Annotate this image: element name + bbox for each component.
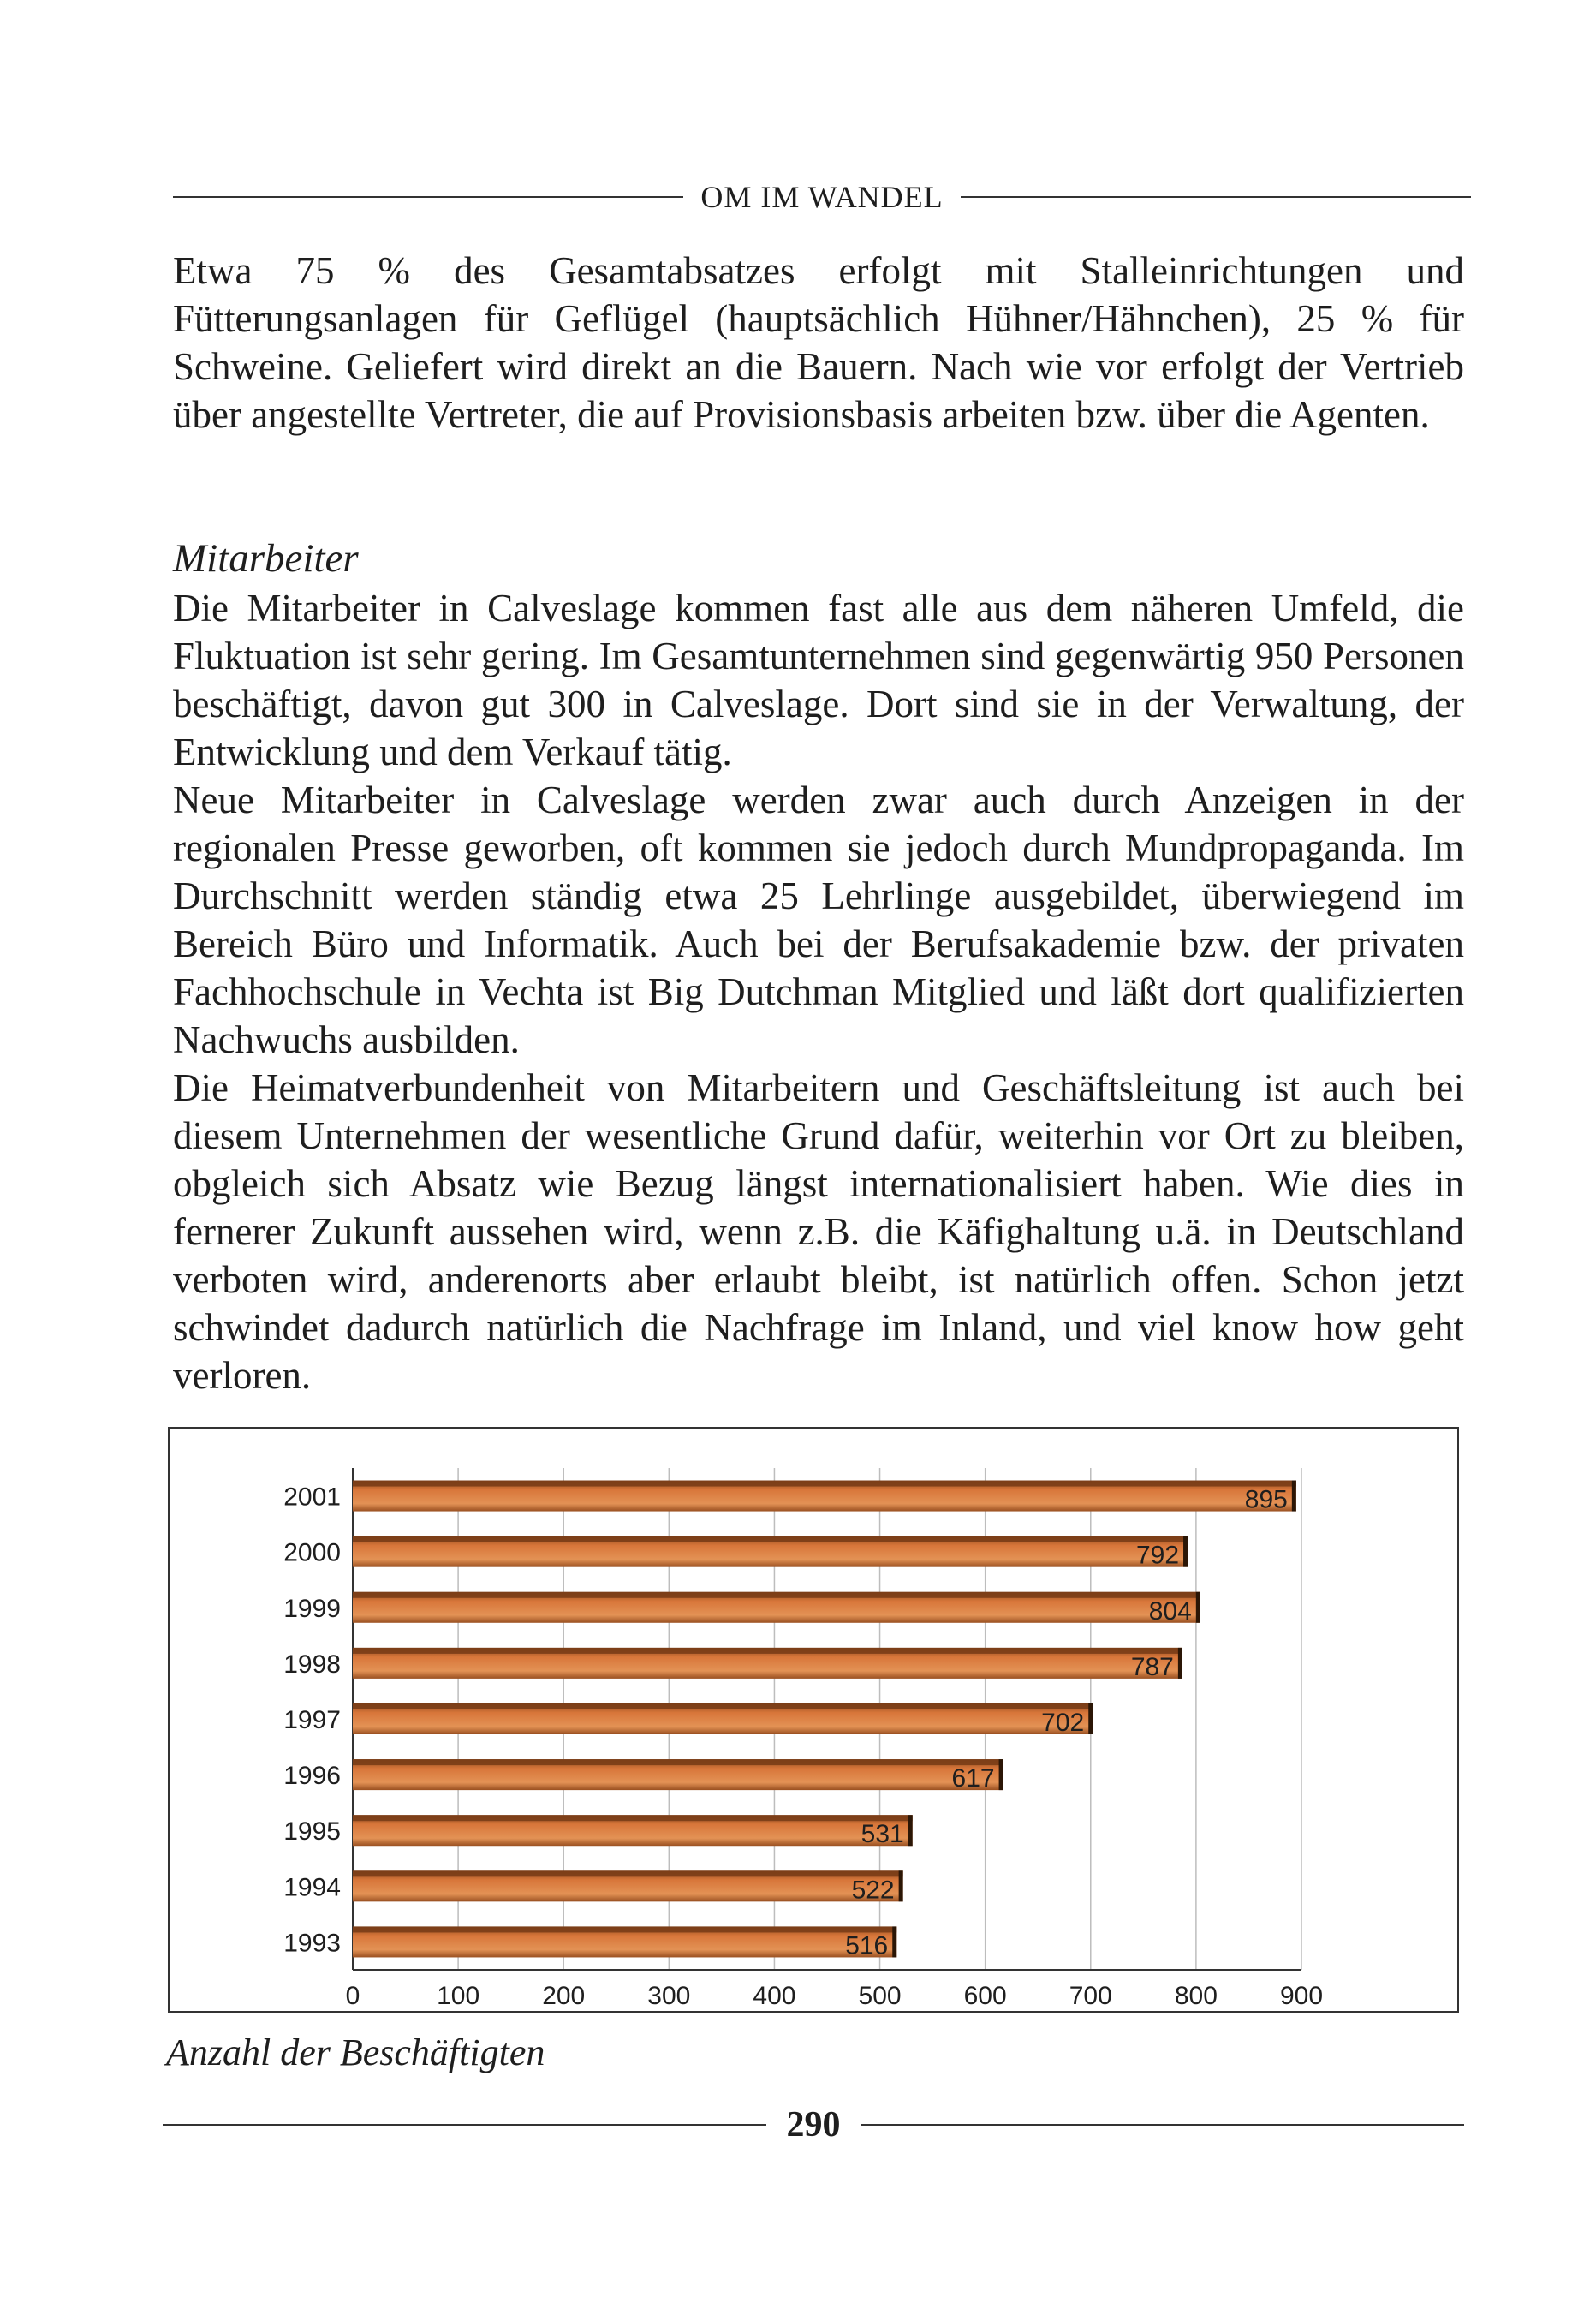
data-label: 792: [1135, 1541, 1180, 1570]
data-label: 531: [861, 1820, 904, 1849]
category-label: 1995: [283, 1817, 341, 1847]
data-label: 522: [851, 1876, 895, 1905]
bar-top-face: [353, 1648, 1182, 1654]
section-heading-mitarbeiter: Mitarbeiter: [173, 536, 359, 581]
data-label: 787: [1130, 1652, 1174, 1681]
category-label: 1996: [283, 1762, 341, 1791]
bar-top-face: [353, 1481, 1296, 1487]
bar-top-face: [353, 1815, 913, 1821]
bar-top-face: [353, 1870, 903, 1876]
data-label: 804: [1148, 1596, 1192, 1626]
bar-end-cap: [899, 1870, 903, 1901]
header-rule-right: [961, 196, 1471, 198]
x-tick-label: 0: [345, 1982, 360, 2010]
x-tick-label: 800: [1174, 1982, 1218, 2010]
footer-rule-right: [861, 2124, 1465, 2126]
footer-rule-left: [163, 2124, 766, 2126]
bar-top-face: [353, 1536, 1188, 1542]
bar-end-cap: [1196, 1592, 1200, 1623]
data-label: 895: [1244, 1485, 1288, 1514]
bar-top-face: [353, 1703, 1093, 1709]
x-tick-label: 900: [1279, 1982, 1324, 2010]
bar-top-face: [353, 1926, 896, 1932]
x-tick-label: 200: [542, 1982, 586, 2010]
running-header: [173, 178, 1471, 216]
paragraph-employees: Die Mitarbeiter in Calveslage kommen fast alle aus dem näheren Umfeld, die Fluktuation ist sehr gering. Im Gesamtunternehmen sind gegenwärtig 950 Personen beschäftigt, davon gut 300 in Calveslage. Dort sind sie in der Verwaltung, der Entwicklung und dem Verkauf tätig.: [173, 587, 1464, 773]
chart-caption: Anzahl der Beschäftigten: [166, 2032, 545, 2073]
category-label: 2000: [283, 1538, 341, 1567]
bar-end-cap: [999, 1759, 1003, 1790]
bar-end-cap: [1178, 1648, 1182, 1679]
paragraph-location: Die Heimatverbundenheit von Mitarbeitern und Geschäftsleitung ist auch bei diesem Unternehmen der wesentliche Grund dafür, weiterhin vor Ort zu bleiben, obgleich sich Absatz wie Bezug längst internationalisiert haben. Wie dies in fernerer Zukunft aussehen wird, wenn z.B. die Käfighaltung u.ä. in Deutschland verboten wird, anderenorts aber erlaubt bleibt, ist natürlich offen. Schon jetzt schwindet dadurch natürlich die Nachfrage im Inland, und viel know how geht verloren.: [173, 1066, 1464, 1397]
bar-end-cap: [908, 1815, 913, 1846]
header-rule-left: [173, 196, 683, 198]
category-label: 2001: [283, 1483, 341, 1512]
category-label: 1997: [283, 1706, 341, 1734]
bar-end-cap: [1088, 1703, 1093, 1734]
data-label: 617: [951, 1764, 995, 1793]
x-tick-label: 700: [1069, 1982, 1112, 2010]
x-tick-label: 100: [437, 1982, 480, 2010]
x-tick-label: 300: [647, 1982, 691, 2010]
category-label: 1994: [283, 1873, 341, 1902]
category-label: 1998: [283, 1650, 341, 1679]
employee-bar-chart: [168, 1427, 1459, 2013]
data-label: 702: [1041, 1709, 1085, 1737]
paragraph-recruiting: Neue Mitarbeiter in Calveslage werden zwar auch durch Anzeigen in der regionalen Presse geworben, oft kommen sie jedoch durch Mundpropaganda. Im Durchschnitt werden ständig etwa 25 Lehrlinge ausgebildet, überwiegend im Bereich Büro und Informatik. Auch bei der Berufsakademie bzw. der privaten Fachhochschule in Vechta ist Big Dutchman Mitglied und läßt dort qualifizierten Nachwuchs ausbilden.: [173, 779, 1464, 1061]
bar-end-cap: [1292, 1481, 1296, 1512]
page-number: 290: [786, 2105, 841, 2145]
category-label: 1993: [283, 1929, 341, 1958]
paragraph-sales: Etwa 75 % des Gesamtabsatzes erfolgt mit Stalleinrichtungen und Fütterungsanlagen für Geflügel (hauptsächlich Hühner/Hähnchen), 25 % für Schweine. Geliefert wird direkt an die Bauern. Nach wie vor erfolgt der Vertrieb über angestellte Vertreter, die auf Provisionsbasis arbeiten bzw. über die Agenten.: [173, 249, 1464, 436]
x-tick-label: 500: [858, 1982, 902, 2010]
header-title: OM IM WANDEL: [700, 180, 944, 214]
chart-svg: [170, 1429, 1461, 2014]
data-label: 516: [845, 1931, 889, 1960]
x-tick-label: 400: [753, 1982, 796, 2010]
bar-top-face: [353, 1759, 1003, 1765]
page-footer: [163, 2103, 1464, 2146]
bar-end-cap: [892, 1926, 896, 1957]
bar-top-face: [353, 1592, 1200, 1598]
bar-end-cap: [1183, 1536, 1188, 1567]
x-tick-label: 600: [963, 1982, 1007, 2010]
category-label: 1999: [283, 1594, 341, 1623]
